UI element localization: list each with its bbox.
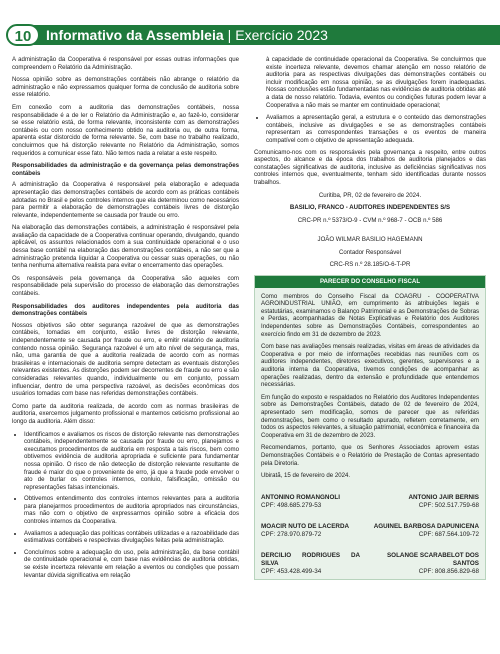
list-item: • Obtivemos entendimento dos controles internos relevantes para a auditoria para planejarmos procedimentos de auditoria apropriados nas circunstâncias, mas não com o objetivo de expressarmos opinião sobre a eficácia dos controles internos da Cooperativa. xyxy=(24,495,239,525)
section-heading: Responsabilidades dos auditores independentes pela auditoria das demonstrações contábeis xyxy=(12,302,239,318)
signer-name: ANTONINO ROMANGNOLI xyxy=(261,493,340,501)
paragraph: Recomendamos, portanto, que os Senhores Associados aprovem estas Demonstrações Contábeis e o Relatório de Prestação de Contas apresentado pela Diretoria. xyxy=(261,444,479,467)
paragraph: A administração da Cooperativa é responsável por essas outras informações que compreendem o Relatório da Administração. xyxy=(12,56,239,71)
council-date: Ubiratã, 15 de fevereiro de 2024. xyxy=(261,472,351,480)
paragraph: Comunicamo-nos com os responsáveis pela governança a respeito, entre outros aspectos, do alcance e da época dos trabalhos de auditoria planejados e das constatações significativas de auditoria, inclusive as deficiências significativas nos controles internos que, eventualmente, tenham sido identificadas durante nossos trabalhos. xyxy=(254,148,486,186)
list-item: • Avaliamos a apresentação geral, a estrutura e o conteúdo das demonstrações contábeis, inclusive as divulgações e se as demonstrações contábeis representam as correspondentes transações e os eventos de maneira compatível com o objetivo de apresentação adequada. xyxy=(266,114,486,144)
paragraph: Em função do exposto e respaldados no Relatório dos Auditores Independentes sobre as Demonstrações Contábeis, datado de 02 de fevereiro de 2024, apresentado sem modificação, somos de parecer que as referidas demonstrações, bem como o resultado apurado, refletem corretamente, em todos os aspectos relevantes, a situação patrimonial, econômica e financeira da Cooperativa em 31 de dezembro de 2023. xyxy=(261,393,479,439)
page-header xyxy=(0,0,500,50)
paragraph: Em conexão com a auditoria das demonstrações contábeis, nossa responsabilidade é a de ler o Relatório da Administração e, ao fazê-lo, considerar se esse relatório está, de forma relevante, inconsistente com as demonstrações contábeis ou com nosso conhecimento obtido na auditoria ou, de outra forma, aparenta estar distorcido de forma relevante. Se, com base no trabalho realizado, concluirmos que há distorção relevante no Relatório da Administração, somos requeridos a comunicar esse fato. Não temos nada a relatar a este respeito. xyxy=(12,103,239,157)
signature-row xyxy=(261,552,479,576)
page-title: Informativo da Assembleia xyxy=(46,27,224,43)
signer-cpf: CPF: 808.856.829-68 xyxy=(418,567,479,575)
signer-name: SOLANGE SCARABELOT DOS SANTOS xyxy=(386,551,479,567)
signer-name: MOACIR NUTO DE LACERDA xyxy=(261,522,350,530)
paragraph: Com base nas avaliações mensais realizadas, visitas em áreas de atividades da Cooperativa e por meio de informações recebidas nas reuniões com os auditores independentes, diretores executivos, gerentes, supervisores e a auditoria interna da Cooperativa, tivemos condições de acompanhar as operações realizadas, dentro da extensão e profundidade que entendemos necessárias. xyxy=(261,343,479,389)
signer-name: DERCILIO RODRIGUES DA SILVA xyxy=(261,551,361,567)
accountant-name: JOÃO WILMAR BASILIO HAGEMANN xyxy=(317,236,423,244)
right-column xyxy=(254,56,486,586)
signer-cpf: CPF: 687.564.109-72 xyxy=(418,530,479,538)
signer-cpf: CPF: 278.970.879-72 xyxy=(261,530,322,538)
auditor-date: Curitiba, PR, 02 de fevereiro de 2024. xyxy=(318,191,422,199)
signer-cpf: CPF: 498.685.279-53 xyxy=(261,501,322,509)
signer-cpf: CPF: 453.428.499-34 xyxy=(261,567,322,575)
paragraph: Os responsáveis pela governança da Cooperativa são aqueles com responsabilidade pela supervisão do processo de elaboração das demonstrações contábeis. xyxy=(12,274,239,298)
signature xyxy=(261,523,349,539)
paragraph: Nossos objetivos são obter segurança razoável de que as demonstrações contábeis, tomadas em conjunto, estão livres de distorção relevante, independentemente se causada por fraude ou erro, e emitir relatório de auditoria contendo nossa opinião. Segurança razoável é um alto nível de segurança, mas, não, uma garantia de que a auditoria realizada de acordo com as normas brasileiras e internacionais de auditoria sempre detectam as eventuais distorções relevantes existentes. As distorções podem ser decorrentes de fraude ou erro e são consideradas relevantes quando, individualmente ou em conjunto, possam influenciar, dentro de uma perspectiva razoável, as decisões econômicas dos usuários tomadas com base nas referidas demonstrações contábeis. xyxy=(12,321,239,398)
signer-name: ANTONIO JAIR BERNIS xyxy=(408,493,479,501)
left-column xyxy=(12,56,239,583)
paragraph: A administração da Cooperativa é responsável pela elaboração e adequada apresentação das demonstrações contábeis de acordo com as práticas contábeis adotadas no Brasil e pelos controles internos que ela determinou como necessários para permitir a elaboração de demonstrações contábeis livres de distorção relevante, independentemente se causada por fraude ou erro. xyxy=(12,181,239,219)
signature-block xyxy=(261,494,479,576)
paragraph: à capacidade de continuidade operacional da Cooperativa. Se concluirmos que existe incerteza relevante, devemos chamar atenção em nosso relatório de auditoria para as respectivas divulgações das demonstrações contábeis ou incluir modificação em nossa opinião, se as divulgações forem inadequadas. Nossas conclusões estão fundamentadas nas evidências de auditoria obtidas até a data de nosso relatório. Todavia, eventos ou condições futuras podem levar a Cooperativa a não mais se manter em continuidade operacional; xyxy=(266,56,486,109)
accountant-registration: CRC-RS n.º 28.185/O-6-T-PR xyxy=(329,261,411,269)
paragraph: Na elaboração das demonstrações contábeis, a administração é responsável pela avaliação da capacidade de a Cooperativa continuar operando, divulgando, quando aplicável, os assuntos relacionados com a sua continuidade operacional e o uso dessa base contábil na elaboração das demonstrações contábeis, a não ser que a administração pretenda liquidar a Cooperativa ou cessar suas operações, ou não tenha nenhuma alternativa realista para evitar o encerramento das operações. xyxy=(12,224,239,270)
fiscal-council-title: PARECER DO CONSELHO FISCAL xyxy=(255,276,485,288)
audit-firm-registration: CRC-PR n.º 5373/O-9 - CVM n.º 968-7 - OCB n.º 586 xyxy=(297,216,443,224)
paragraph: Como membros do Conselho Fiscal da COAGRU - COOPERATIVA AGROINDUSTRIAL UNIÃO, em cumprimento às atribuições legais e estatutárias, examinamos o Balanço Patrimonial e as Demonstrações de Sobras e Perdas, acompanhadas de Notas Explicativas e Relatório dos Auditores Independentes sobre as Demonstrações Contábeis, correspondentes ao exercício findo em 31 de dezembro de 2023. xyxy=(261,292,479,338)
signer-cpf: CPF: 502.517.759-68 xyxy=(418,501,479,509)
list-item: • Concluímos sobre a adequação do uso, pela administração, da base contábil de continuidade operacional e, com base nas evidências de auditoria obtidas, se existe incerteza relevante em relação a eventos ou condições que possam levantar dúvida significativa em relação xyxy=(24,549,239,579)
list-item: • Identificamos e avaliamos os riscos de distorção relevante nas demonstrações contábeis, independentemente se causada por fraude ou erro, planejamos e executamos procedimentos de auditoria em resposta a tais riscos, bem como obtivemos evidência de auditoria apropriada e suficiente para fundamentar nossa opinião. O risco de não detecção de distorção relevante resultante de fraude é maior do que o proveniente de erro, já que a fraude pode envolver o ato de burlar os controles internos, conluio, falsificação, omissão ou representações falsas intencionais. xyxy=(24,431,239,492)
signature xyxy=(360,552,479,576)
signer-name: AGUINEL BARBOSA DAPUNICENA xyxy=(373,522,479,530)
fiscal-council-box xyxy=(254,275,486,580)
signature xyxy=(408,494,479,510)
title-separator: | xyxy=(227,27,232,43)
header-title-group xyxy=(46,27,328,43)
section-heading: Responsabilidades da administração e da governança pelas demonstrações contábeis xyxy=(12,162,239,177)
list-item: • Avaliamos a adequação das políticas contábeis utilizadas e a razoabilidade das estimativas contábeis e respectivas divulgações feitas pela administração. xyxy=(24,530,239,545)
signature xyxy=(374,523,479,539)
paragraph: Como parte da auditoria realizada, de acordo com as normas brasileiras de auditoria, exercemos julgamento profissional e mantemos ceticismo profissional ao longo da auditoria. Além disso: xyxy=(12,402,239,425)
signature-row xyxy=(261,494,479,510)
page-subtitle: Exercício 2023 xyxy=(235,27,328,43)
signature xyxy=(261,494,340,510)
accountant-role: Contador Responsável xyxy=(339,248,401,256)
signature xyxy=(261,552,360,576)
audit-firm-name: BASILIO, FRANCO - AUDITORES INDEPENDENTES S/S xyxy=(289,204,451,212)
page-number: 10 xyxy=(6,24,40,46)
fiscal-council-body xyxy=(255,288,485,579)
paragraph: Nossa opinião sobre as demonstrações contábeis não abrange o relatório da administração e não expressamos qualquer forma de conclusão de auditoria sobre esse relatório. xyxy=(12,76,239,99)
bullet-list xyxy=(254,114,486,144)
signature-row xyxy=(261,523,479,539)
bullet-list xyxy=(12,431,239,580)
